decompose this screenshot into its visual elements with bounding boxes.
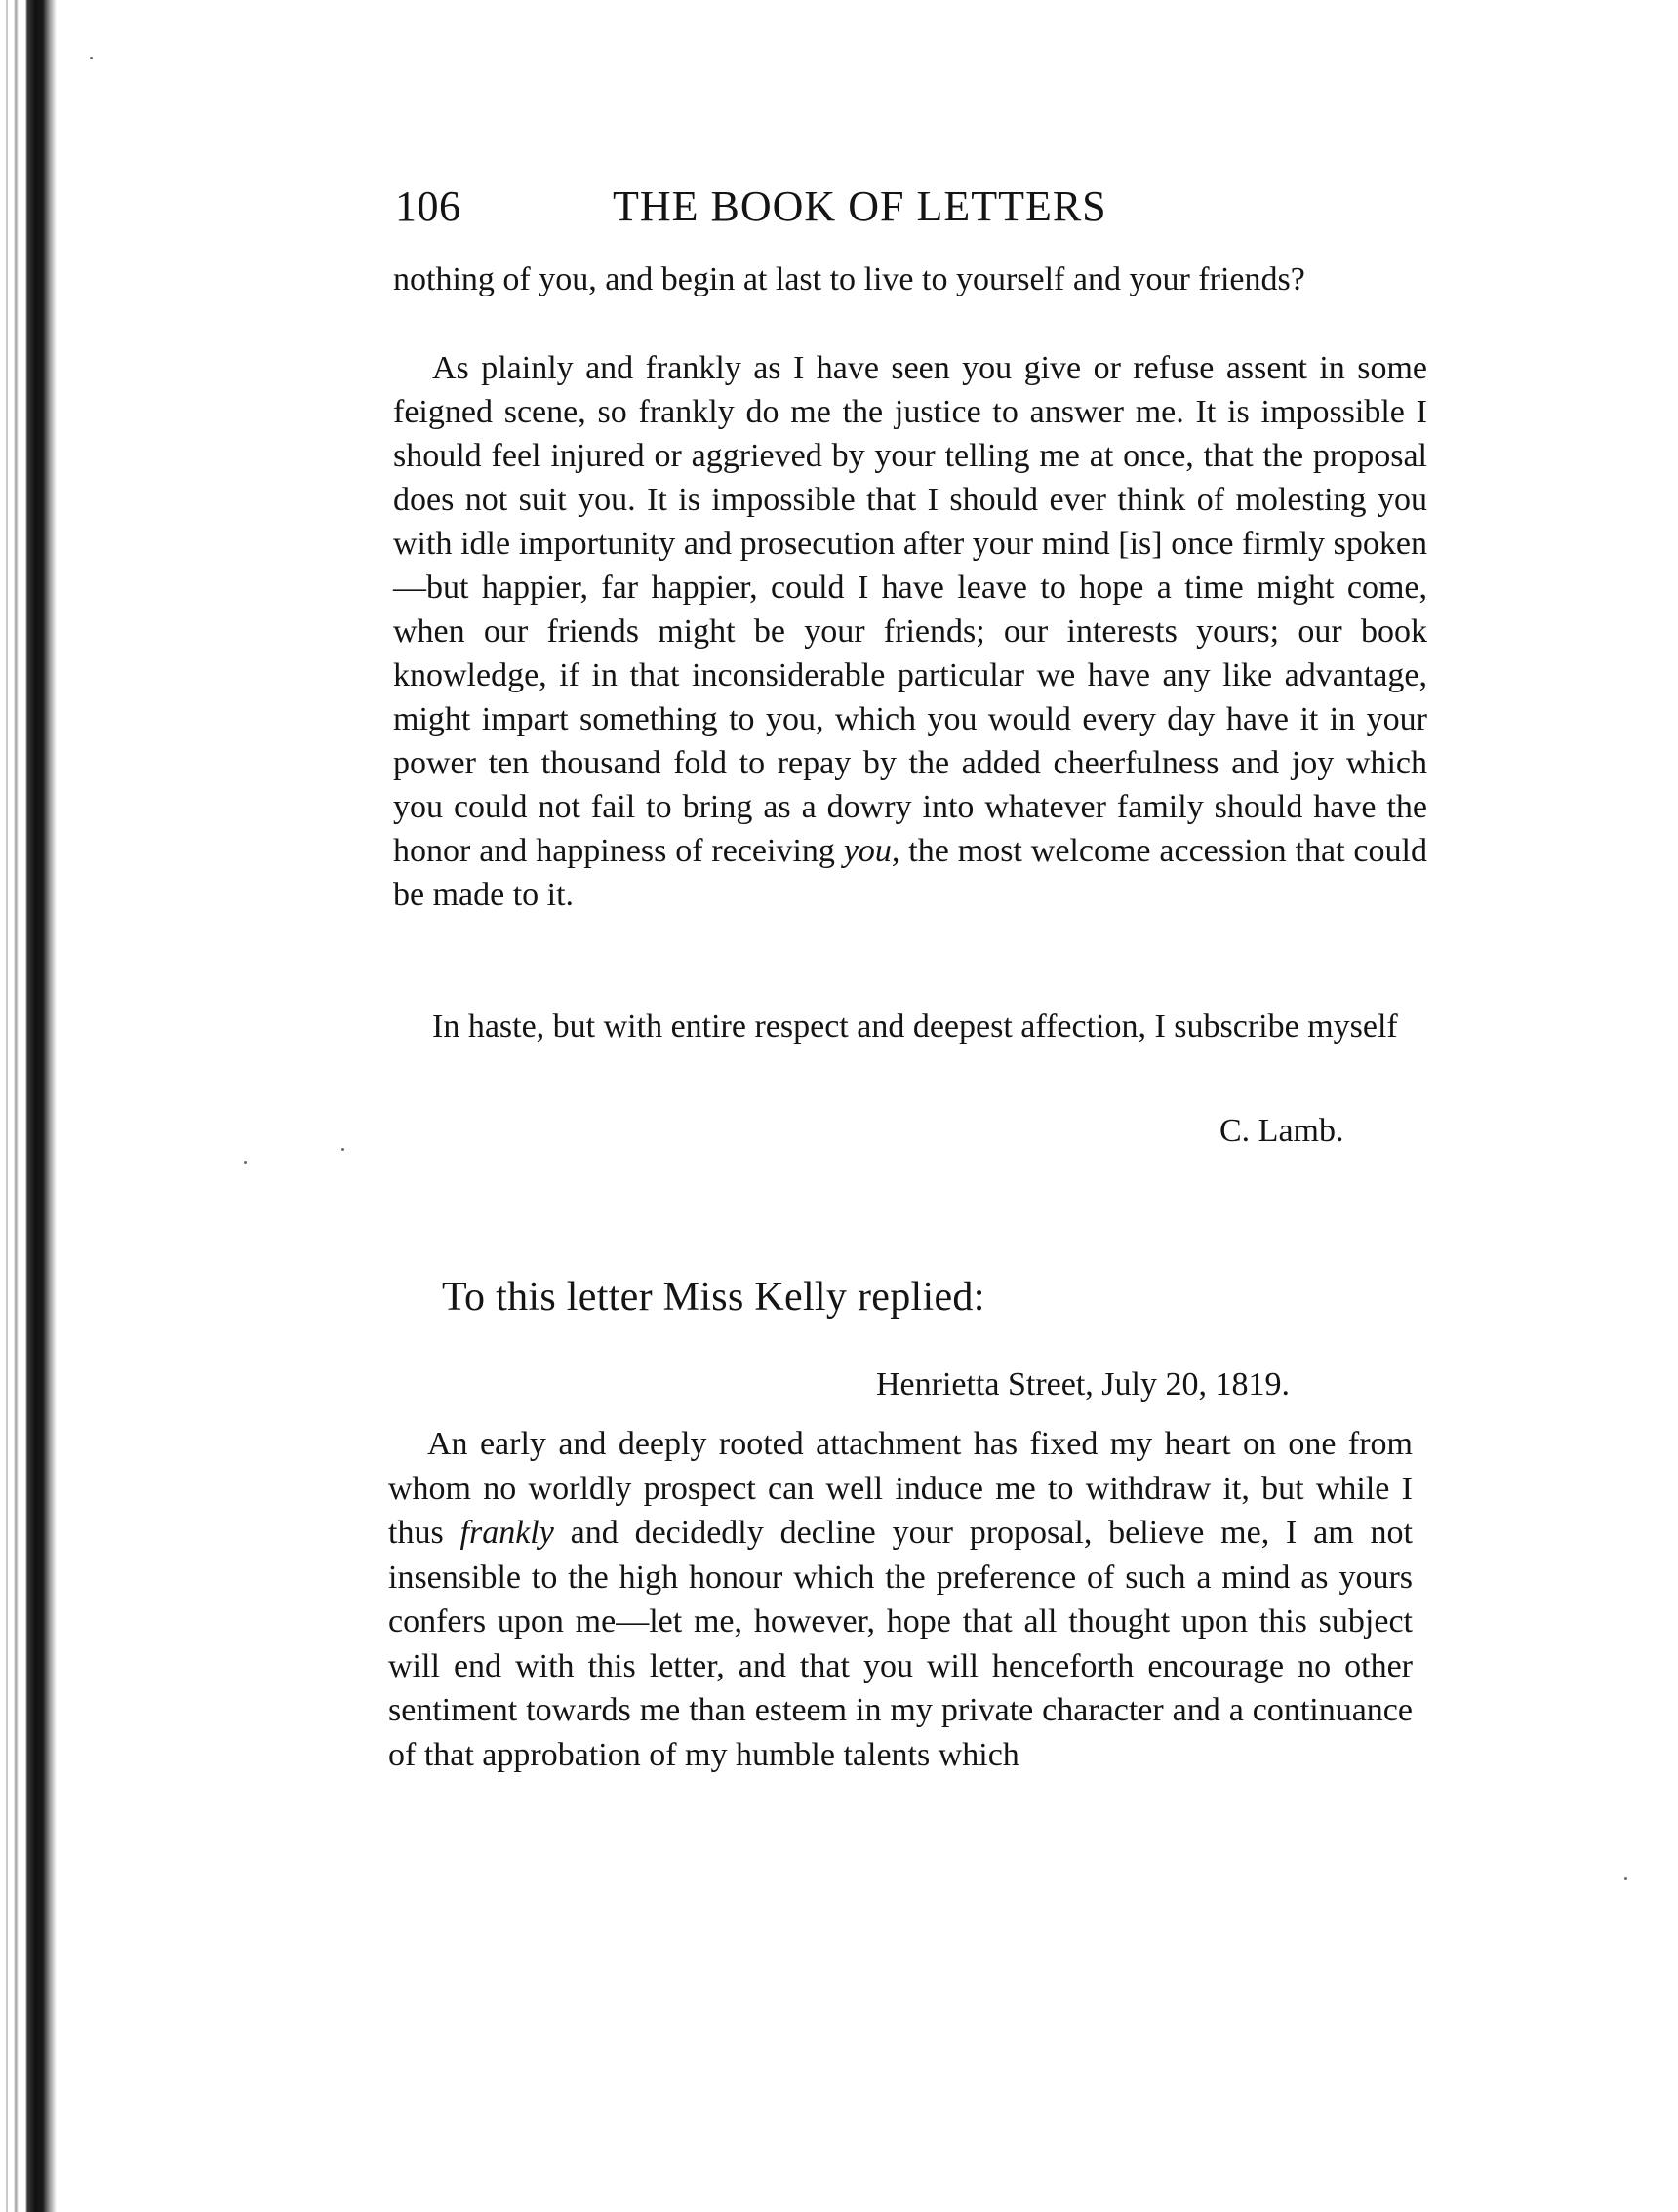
closing-paragraph: In haste, but with entire respect and deepest affection, I subscribe myself (432, 1008, 1398, 1045)
emphasized-word: frankly (459, 1515, 554, 1551)
letter-paragraph (393, 346, 1427, 917)
page-number: 106 (395, 182, 461, 230)
running-header (395, 181, 1210, 240)
scanned-binding-edge (0, 0, 59, 2212)
scanned-binding-line (6, 0, 8, 2212)
scan-speck (1624, 1877, 1627, 1880)
paragraph-text: An early and deeply rooted attachment has fixed my heart on one from whom no worldly prospect can well induce me to withdraw it, but while I thus (388, 1426, 1413, 1551)
reply-body (388, 1422, 1413, 1777)
letter-continuation (393, 257, 1427, 301)
scan-speck (90, 57, 93, 59)
scan-speck (341, 1148, 344, 1151)
scan-speck (244, 1161, 247, 1164)
paragraph-text: the most welcome accession that could be made to it. (393, 833, 1427, 913)
letter-body (393, 346, 1427, 917)
letter-closing (393, 1005, 1427, 1048)
letter-signature: C. Lamb. (1219, 1113, 1344, 1149)
paragraph-text: As plainly and frankly as I have seen you give or refuse assent in some feigned scene, so frankly do me the justice to answer me. It is impossible I should feel injured or aggrieved by your telling me at once, that the proposal does not suit you. It is impossible that I should ever think of molesting you with idle importunity and prosecution after your mind [is] once firmly spoken—but happier, far happier, could I have leave to hope a time might come, when our friends might be your friends; our interests yours; our book knowledge, if in that inconsiderable particular we have any like advantage, might impart something to you, which you would every day have it in your power ten thousand fold to repay by the added cheerfulness and joy which you could not fail to bring as a dowry into whatever family should have the honor and happiness of receiving (393, 350, 1427, 869)
reply-dateline: Henrietta Street, July 20, 1819. (876, 1366, 1290, 1402)
running-title: THE BOOK OF LETTERS (613, 182, 1107, 230)
continuation-paragraph: nothing of you, and begin at last to live to yourself and your friends? (393, 261, 1305, 297)
section-heading: To this letter Miss Kelly replied: (442, 1275, 985, 1320)
reply-paragraph (388, 1422, 1413, 1777)
emphasized-word: you, (843, 833, 900, 869)
paragraph-text: and decidedly decline your proposal, believe me, I am not insensible to the high honour which the preference of such a mind as yours confers upon me—let me, however, hope that all thought upon this subject will end with this letter, and that you will henceforth encourage no other sentiment towards me than esteem in my private character and a continuance of that approbation of my humble talents which (388, 1515, 1413, 1773)
